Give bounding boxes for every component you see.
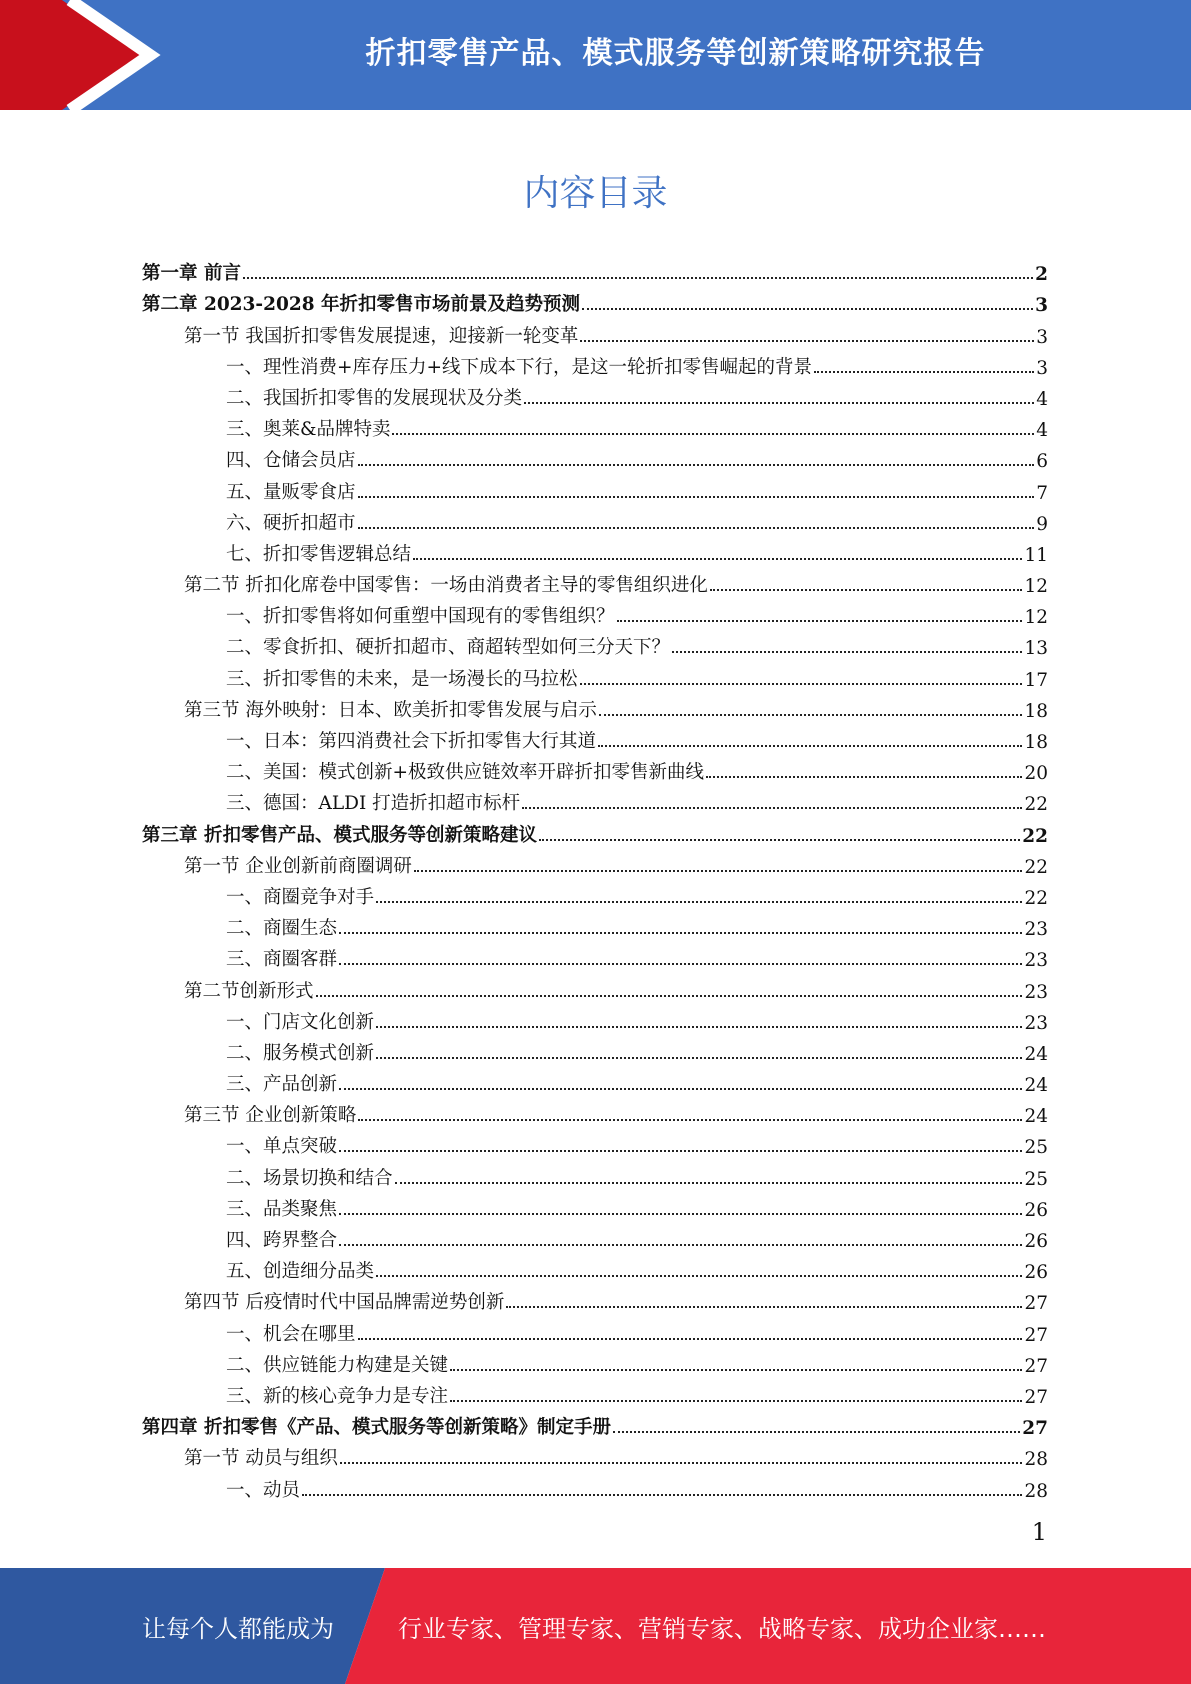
toc-entry-label: 二、场景切换和结合 [226, 1167, 393, 1189]
toc-dot-leader [617, 620, 1023, 622]
toc-entry-label: 第三节 企业创新策略 [184, 1105, 357, 1127]
toc-entry[interactable] [142, 1470, 1048, 1501]
toc-entry-label: 二、商圈生态 [226, 918, 338, 940]
toc-entry-page: 26 [1024, 1231, 1048, 1252]
toc-entry-page: 25 [1024, 1137, 1048, 1159]
toc-entry[interactable] [142, 878, 1048, 909]
toc-entry-page: 24 [1024, 1106, 1048, 1128]
toc-entry-page: 4 [1036, 420, 1048, 442]
toc-entry[interactable] [142, 1158, 1048, 1189]
toc-dot-leader [376, 1275, 1022, 1277]
toc-entry-label: 三、新的核心竞争力是专注 [226, 1385, 449, 1407]
toc-entry-label: 三、德国：ALDI 打造折扣超市标杆 [226, 793, 521, 815]
toc-dot-leader [524, 402, 1034, 404]
toc-entry-page: 6 [1036, 451, 1048, 473]
toc-dot-leader [599, 714, 1023, 716]
toc-entry-label: 五、量贩零食店 [226, 481, 356, 503]
toc-entry-page: 27 [1022, 1418, 1048, 1440]
toc-entry-page: 27 [1024, 1355, 1048, 1377]
toc-entry-label: 三、商圈客群 [226, 949, 338, 971]
header-band [0, 0, 1191, 110]
toc-entry[interactable] [142, 1377, 1048, 1408]
toc-entry-page: 22 [1022, 825, 1048, 847]
toc-entry-page: 4 [1036, 388, 1048, 410]
toc-entry-page: 18 [1024, 700, 1048, 722]
toc-entry[interactable] [142, 1252, 1048, 1283]
toc-dot-leader [672, 651, 1022, 653]
toc-entry-page: 7 [1036, 482, 1048, 504]
toc-entry[interactable] [142, 1096, 1048, 1127]
toc-entry-label: 第一章 前言 [142, 263, 241, 285]
toc-entry-page: 27 [1024, 1324, 1048, 1346]
toc-entry-page: 22 [1024, 856, 1048, 878]
toc-entry[interactable] [142, 472, 1048, 503]
toc-entry-page: 26 [1024, 1262, 1048, 1284]
footer-slogan-right: 行业专家、管理专家、营销专家、战略专家、成功企业家…… [398, 1614, 1046, 1643]
toc-entry-label: 五、创造细分品类 [226, 1261, 375, 1283]
toc-entry[interactable] [142, 940, 1048, 971]
toc-entry-page: 12 [1024, 576, 1048, 598]
toc-dot-leader [358, 1338, 1023, 1340]
toc-dot-leader [414, 870, 1023, 872]
toc-entry-label: 第二节创新形式 [184, 980, 314, 1002]
toc-entry-label: 一、门店文化创新 [226, 1011, 375, 1033]
toc-dot-leader [358, 464, 1035, 466]
toc-entry-label: 第一节 我国折扣零售发展提速，迎接新一轮变革 [184, 325, 579, 347]
toc-entry[interactable] [142, 815, 1048, 846]
toc-entry-label: 第三节 海外映射：日本、欧美折扣零售发展与启示 [184, 699, 597, 721]
toc-entry-label: 第二章 2023-2028 年折扣零售市场前景及趋势预测 [142, 294, 581, 316]
toc-entry-page: 22 [1024, 794, 1048, 816]
toc-entry[interactable] [142, 1221, 1048, 1252]
toc-dot-leader [710, 589, 1023, 591]
toc-dot-leader [598, 745, 1022, 747]
toc-dot-leader [450, 1369, 1022, 1371]
toc-entry-label: 三、奥莱&品牌特卖 [226, 419, 391, 441]
toc-entry-page: 3 [1035, 295, 1048, 317]
toc-entry-label: 第一节 企业创新前商圈调研 [184, 855, 412, 877]
toc-dot-leader [582, 308, 1033, 310]
toc-entry-page: 28 [1024, 1449, 1048, 1471]
toc-dot-leader [395, 1182, 1023, 1184]
toc-entry[interactable] [142, 909, 1048, 940]
toc-entry-page: 18 [1024, 732, 1048, 753]
toc-entry-page: 27 [1024, 1293, 1048, 1315]
toc-entry-label: 一、动员 [226, 1479, 301, 1501]
toc-entry-page: 3 [1036, 357, 1048, 379]
toc-entry-label: 二、供应链能力构建是关键 [226, 1354, 449, 1376]
toc-entry-label: 二、零食折扣、硬折扣超市、商超转型如何三分天下？ [226, 637, 671, 659]
toc-entry[interactable] [142, 1190, 1048, 1221]
toc-entry-label: 第四章 折扣零售《产品、模式服务等创新策略》制定手册 [142, 1417, 611, 1439]
toc-entry[interactable] [142, 1314, 1048, 1345]
toc-entry[interactable] [142, 659, 1048, 690]
toc-entry-page: 23 [1024, 950, 1048, 972]
toc-dot-leader [814, 371, 1034, 373]
toc-entry-page: 9 [1036, 513, 1048, 535]
toc-entry[interactable] [142, 535, 1048, 566]
toc-entry-label: 一、单点突破 [226, 1136, 338, 1158]
toc-dot-leader [316, 995, 1023, 997]
toc-entry-label: 一、日本：第四消费社会下折扣零售大行其道 [226, 731, 597, 752]
toc-entry-page: 17 [1024, 669, 1048, 691]
toc-entry-page: 2 [1035, 264, 1048, 286]
toc-entry-page: 12 [1024, 607, 1048, 629]
toc-entry-page: 28 [1024, 1480, 1048, 1502]
table-of-contents [142, 254, 1048, 1502]
toc-entry[interactable] [142, 441, 1048, 472]
toc-entry-label: 第二节 折扣化席卷中国零售：一场由消费者主导的零售组织进化 [184, 575, 708, 597]
toc-dot-leader [243, 277, 1033, 279]
toc-entry-label: 一、理性消费+库存压力+线下成本下行，是这一轮折扣零售崛起的背景 [226, 356, 813, 378]
toc-entry[interactable] [142, 348, 1048, 379]
footer-band [0, 1568, 1191, 1684]
toc-entry-page: 26 [1024, 1199, 1048, 1221]
toc-entry-label: 第三章 折扣零售产品、模式服务等创新策略建议 [142, 824, 537, 846]
toc-dot-leader [376, 901, 1022, 903]
toc-entry-label: 三、折扣零售的未来，是一场漫长的马拉松 [226, 668, 578, 690]
toc-entry[interactable] [142, 847, 1048, 878]
toc-entry[interactable] [142, 254, 1048, 285]
toc-dot-leader [580, 683, 1023, 685]
header-title: 折扣零售产品、模式服务等创新策略研究报告 [365, 36, 986, 71]
toc-entry[interactable] [142, 379, 1048, 410]
toc-entry-label: 三、产品创新 [226, 1074, 338, 1096]
toc-entry[interactable] [142, 628, 1048, 659]
footer-slogan-left: 让每个人都能成为 [142, 1614, 334, 1643]
toc-entry-page: 23 [1024, 919, 1048, 941]
toc-entry[interactable] [142, 1439, 1048, 1470]
toc-entry-page: 27 [1024, 1386, 1048, 1408]
toc-entry-page: 20 [1024, 763, 1048, 785]
toc-entry[interactable] [142, 1283, 1048, 1314]
toc-entry[interactable] [142, 1065, 1048, 1096]
toc-entry-label: 四、跨界整合 [226, 1230, 338, 1251]
toc-entry-label: 二、我国折扣零售的发展现状及分类 [226, 387, 523, 409]
toc-dot-leader [413, 558, 1022, 560]
toc-dot-leader [613, 1431, 1020, 1433]
toc-dot-leader [376, 1057, 1022, 1059]
toc-entry-label: 第四节 后疫情时代中国品牌需逆势创新 [184, 1292, 505, 1314]
toc-entry-page: 13 [1024, 638, 1048, 660]
toc-dot-leader [506, 1306, 1022, 1308]
toc-entry-label: 一、商圈竞争对手 [226, 886, 375, 908]
toc-entry-page: 3 [1036, 326, 1048, 348]
toc-entry-page: 23 [1024, 981, 1048, 1003]
toc-dot-leader [339, 1213, 1022, 1215]
toc-entry[interactable] [142, 722, 1048, 753]
toc-entry-label: 二、服务模式创新 [226, 1042, 375, 1064]
toc-entry[interactable] [142, 691, 1048, 722]
page-number: 1 [1031, 1518, 1047, 1546]
toc-dot-leader [339, 1244, 1022, 1246]
toc-entry[interactable] [142, 1127, 1048, 1158]
toc-dot-leader [358, 1119, 1022, 1121]
toc-entry-page: 11 [1024, 544, 1048, 566]
toc-entry-page: 23 [1024, 1012, 1048, 1034]
toc-entry-label: 七、折扣零售逻辑总结 [226, 543, 412, 565]
toc-entry[interactable] [142, 410, 1048, 441]
toc-entry[interactable] [142, 971, 1048, 1002]
toc-title: 内容目录 [523, 173, 668, 214]
toc-dot-leader [450, 1400, 1022, 1402]
toc-entry-label: 四、仓储会员店 [226, 450, 356, 472]
toc-dot-leader [358, 527, 1035, 529]
toc-entry-label: 三、品类聚焦 [226, 1198, 338, 1220]
toc-dot-leader [376, 1026, 1022, 1028]
toc-dot-leader [358, 496, 1035, 498]
toc-entry[interactable] [142, 1408, 1048, 1439]
toc-entry[interactable] [142, 566, 1048, 597]
toc-dot-leader [339, 963, 1022, 965]
toc-entry-label: 六、硬折扣超市 [226, 512, 356, 534]
toc-entry[interactable] [142, 753, 1048, 784]
toc-dot-leader [339, 1088, 1022, 1090]
toc-entry[interactable] [142, 316, 1048, 347]
toc-entry[interactable] [142, 1346, 1048, 1377]
toc-entry-page: 24 [1024, 1043, 1048, 1065]
toc-entry-page: 25 [1024, 1168, 1048, 1190]
toc-dot-leader [340, 1462, 1023, 1464]
toc-entry-label: 一、折扣零售将如何重塑中国现有的零售组织？ [226, 606, 615, 628]
toc-dot-leader [539, 839, 1020, 841]
toc-dot-leader [522, 807, 1022, 809]
toc-entry[interactable] [142, 1034, 1048, 1065]
toc-entry-label: 一、机会在哪里 [226, 1323, 356, 1345]
toc-entry-label: 二、美国：模式创新+极致供应链效率开辟折扣零售新曲线 [226, 762, 705, 784]
toc-dot-leader [392, 433, 1034, 435]
toc-entry[interactable] [142, 285, 1048, 316]
toc-dot-leader [706, 776, 1022, 778]
toc-dot-leader [339, 932, 1022, 934]
toc-dot-leader [580, 340, 1034, 342]
toc-entry-page: 22 [1024, 887, 1048, 909]
toc-dot-leader [302, 1494, 1022, 1496]
toc-entry[interactable] [142, 597, 1048, 628]
toc-entry-page: 24 [1024, 1075, 1048, 1097]
toc-entry[interactable] [142, 784, 1048, 815]
toc-entry[interactable] [142, 1003, 1048, 1034]
toc-entry-label: 第一节 动员与组织 [184, 1448, 338, 1470]
toc-entry[interactable] [142, 504, 1048, 535]
toc-dot-leader [339, 1150, 1022, 1152]
